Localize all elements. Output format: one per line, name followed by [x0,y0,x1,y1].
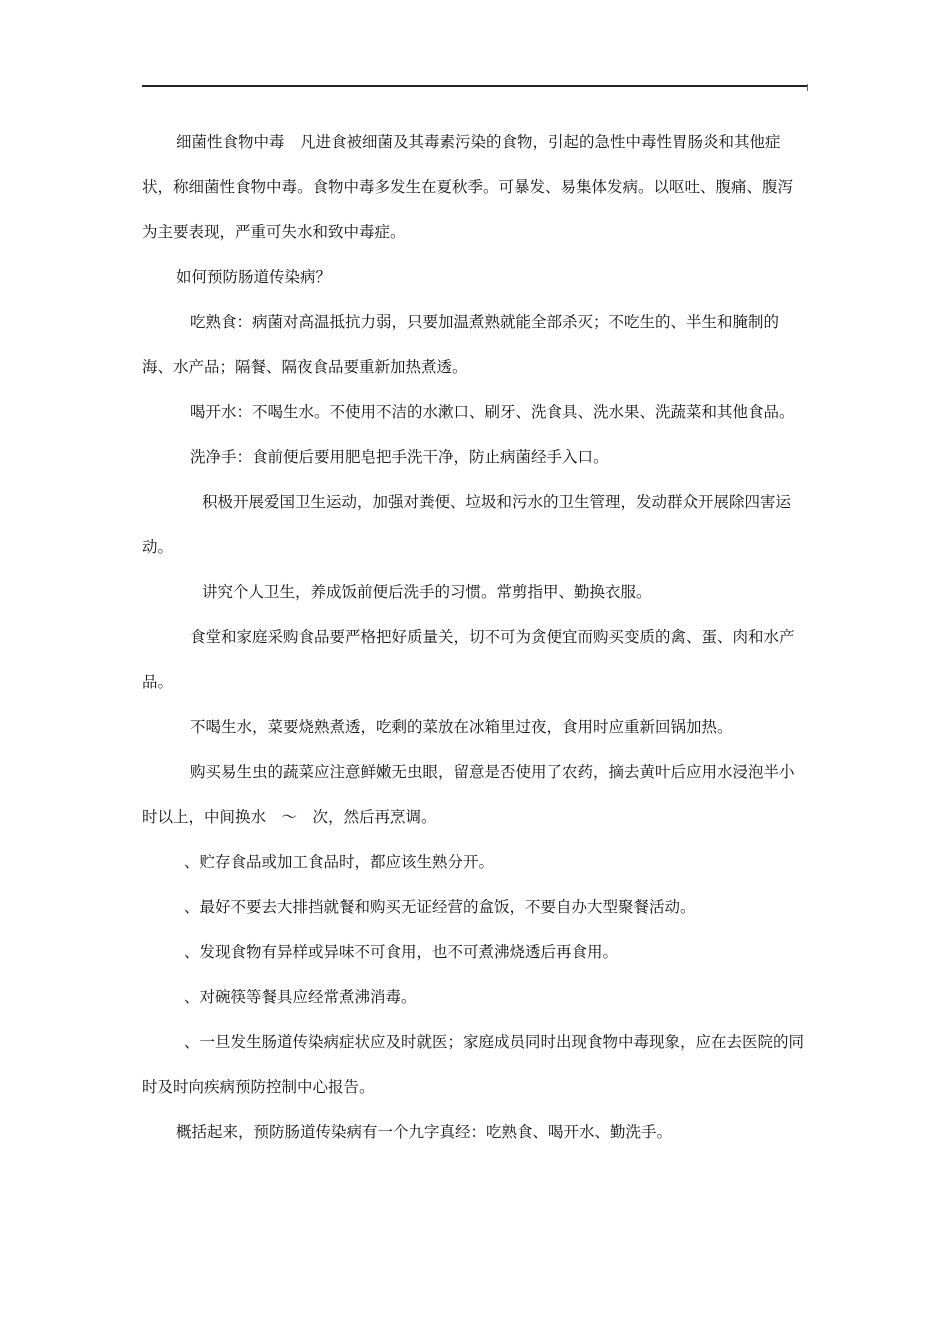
paragraph-eat-cooked-food: 吃熟食：病菌对高温抵抗力弱，只要加温煮熟就能全部杀灭；不吃生的、半生和腌制的海、水产品；隔餐、隔夜食品要重新加热煮透。 [142,313,780,376]
list-item-tableware: 、对碗筷等餐具应经常煮沸消毒。 [184,988,417,1006]
document-body [142,120,808,1155]
paragraph-wash-hands: 洗净手：食前便后要用肥皂把手洗干净，防止病菌经手入口。 [190,448,609,466]
paragraph-personal-hygiene: 讲究个人卫生，养成饭前便后洗手的习惯。常剪指甲、勤换衣服。 [202,583,652,601]
list-item-storage: 、贮存食品或加工食品时，都应该生熟分开。 [184,853,495,871]
paragraph-vegetables: 购买易生虫的蔬菜应注意鲜嫩无虫眼，留意是否使用了农药，摘去黄叶后应用水浸泡半小时以上，中间换水 ～ 次，然后再烹调。 [142,763,795,826]
paragraph-drink-boiled-water: 喝开水：不喝生水。不使用不洁的水漱口、刷牙、洗食具、洗水果、洗蔬菜和其他食品。 [190,403,795,421]
header-tick [807,84,808,91]
list-item-seek-medical: 、一旦发生肠道传染病症状应及时就医；家庭成员同时出现食物中毒现象，应在去医院的同时及时向疾病预防控制中心报告。 [142,1033,805,1096]
list-item-street-food: 、最好不要去大排挡就餐和购买无证经营的盒饭，不要自办大型聚餐活动。 [184,898,696,916]
header-rule [142,85,808,87]
paragraph-question-heading: 如何预防肠道传染病？ [176,268,332,286]
paragraph-bacterial-food-poisoning: 细菌性食物中毒 凡进食被细菌及其毒素污染的食物，引起的急性中毒性胃肠炎和其他症状，称细菌性食物中毒。食物中毒多发生在夏秋季。可暴发、易集体发病。以呕吐、腹痛、腹泻为主要表现，严重可失水和致中毒症。 [142,133,794,241]
paragraph-food-purchasing: 食堂和家庭采购食品要严格把好质量关，切不可为贪便宜而购买变质的禽、蛋、肉和水产品。 [142,628,795,691]
paragraph-no-raw-water: 不喝生水，菜要烧熟煮透，吃剩的菜放在冰箱里过夜，食用时应重新回锅加热。 [190,718,733,736]
paragraph-summary: 概括起来，预防肠道传染病有一个九字真经：吃熟食、喝开水、勤洗手。 [176,1123,673,1141]
paragraph-hygiene-campaign: 积极开展爱国卫生运动，加强对粪便、垃圾和污水的卫生管理，发动群众开展除四害运动。 [142,493,792,556]
list-item-spoiled-food: 、发现食物有异样或异味不可食用，也不可煮沸烧透后再食用。 [184,943,619,961]
